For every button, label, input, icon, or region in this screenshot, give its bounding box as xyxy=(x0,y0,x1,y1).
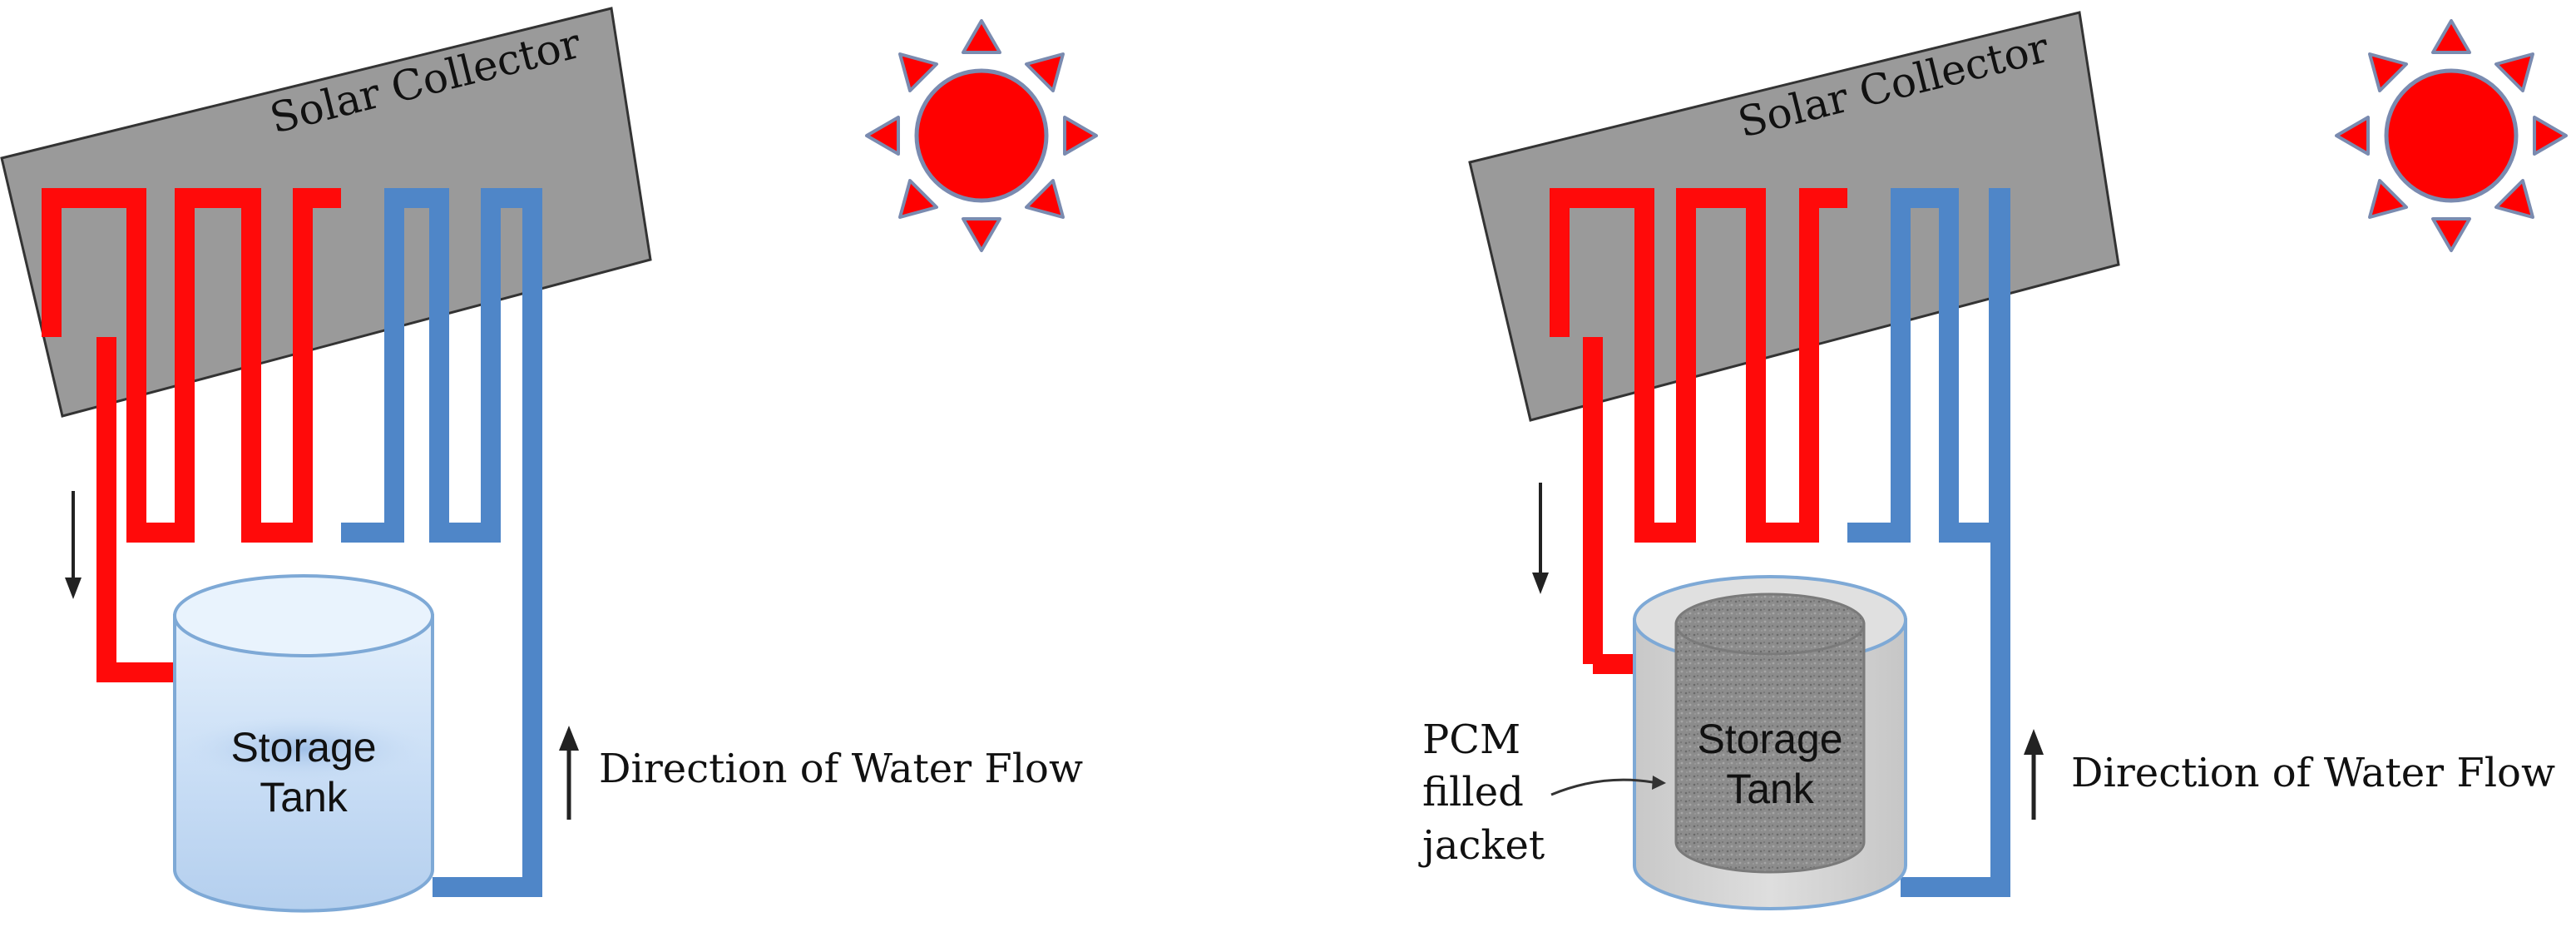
tank-label-line2: Tank xyxy=(260,774,348,820)
arrow-up-icon xyxy=(559,726,579,820)
storage-tank-with-jacket xyxy=(1634,577,1906,909)
jacket-label-line1: PCM xyxy=(1422,716,1521,763)
right-panel xyxy=(1418,12,2566,909)
jacket-label-line2: filled xyxy=(1422,769,1524,816)
jacket-label-line3: jacket xyxy=(1422,822,1545,869)
flow-label: Direction of Water Flow xyxy=(599,746,1084,792)
arrow-down-icon xyxy=(65,491,82,599)
hot-to-tank-pipe xyxy=(106,641,175,672)
collector-label: Solar Collector xyxy=(1733,22,2054,147)
flow-label: Direction of Water Flow xyxy=(2071,750,2556,796)
tank-label-line1: Storage xyxy=(1697,716,1843,762)
arrow-down-icon xyxy=(1532,483,1549,594)
left-panel xyxy=(2,8,1096,911)
tank-label-line2: Tank xyxy=(1726,766,1814,812)
tank-label-line1: Storage xyxy=(230,724,377,771)
sun-icon xyxy=(2336,21,2566,250)
collector-label: Solar Collector xyxy=(265,18,586,143)
arrow-up-icon xyxy=(2024,729,2044,820)
sun-icon xyxy=(867,21,1096,250)
storage-tank xyxy=(175,576,433,911)
